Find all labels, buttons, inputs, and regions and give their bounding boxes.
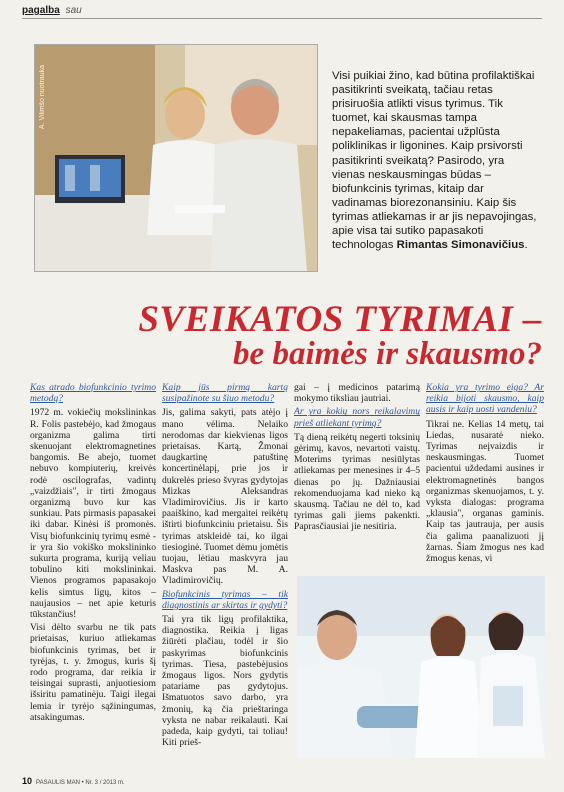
answer-paragraph: Tą dieną reikėtų negerti toksinių gėrimų, kavos, nevartoti vaistų. Moterims tyrimas nesiūlytas atliekamas per menesines ir 4–5 dienas po jų. Dažniausiai rekomenduojama kad nieko ką skausmą. Tačiau ne dėl to, kad tyrimas gali jiems pakenkti. Paprasčiausiai jie nesitiria. xyxy=(294,431,420,533)
question-heading: Kokia yra tyrimo eiga? Ar reikia bijoti skausmo, kaip ausis ir kaip uosti vandeniu? xyxy=(426,382,544,416)
doctors-photo xyxy=(297,576,545,758)
answer-paragraph: 1972 m. vokiečių mokslininkas R. Folis pastebėjo, kad žmogaus organizma galima tirti skenuojant elektromagnetines bangomis. Be abejo, tuomet nebuvo kompiuterių, kreivės rodė oscilografas, vadintų „vaizdžiais", ir tirti žmogaus organizmą buvo kur kas sunkiau. Pats pirmasis papasakei iki dabar. Kinėsi iš promonės. Visų biofunkcinių tyrimų esmė - ir yra šio vokiško mokslininko sukurta programa, kuriją veliau tobulino kiti mokslininkai. Vienos programos papasakojo kelis simtus ligų, kitos – naujausios – net apie keturis tūkstančius! xyxy=(30,407,156,621)
page-footer xyxy=(22,776,125,786)
header-rule xyxy=(22,18,542,19)
interview-photo-image xyxy=(35,45,317,271)
intro-part1: Visi puikiai žino, kad būtina profilaktiškai pasitikrinti sveikatą, tačiau retas prisiruošia atlikti visus tyrimus. Tik tuomet, kai skausmas tampa nepakeliamas, pacientai užplūsta poliklinikas ir ligonines. Kaip pr xyxy=(332,70,535,153)
intro-text xyxy=(332,69,537,252)
expert-name: Rimantas Simonavičius xyxy=(396,239,525,252)
answer-paragraph: Visi dėlto svarbu ne tik pats prietaisas, kuriuo atliekamas biofunkcinis tyrimas, bet ir tyrėjas, t. y. žmogus, kuris šį rodo programa, dar reikia ir teisingai suprasti, anjuotiesiom išsiritu pamatinėju. Taigi ilegai lemia ir tyrėjo sąžiningumas, atsakingumas. xyxy=(30,622,156,723)
article-title-line2: be baimės ir skausmo? xyxy=(233,336,542,372)
question-heading: Kaip jūs pirmą kartą susipažinote su šiuo metodu? xyxy=(162,382,288,405)
footer-text: PASAULIS MAN • Nr. 3 / 2013 m. xyxy=(36,780,125,786)
doctors-photo-image xyxy=(297,576,545,758)
answer-paragraph: gai – į medicinos patarimą mokymo tiksliau jautriai. xyxy=(294,382,420,405)
photo-credit: A. Vilimšo nuotrauka xyxy=(39,65,46,130)
column-2 xyxy=(162,382,288,751)
column-1 xyxy=(30,382,156,725)
page-number: 10 xyxy=(22,776,33,786)
question-heading: Biofunkcinis tyrimas – tik diagnostinis ar skirtas ir gydyti? xyxy=(162,588,288,611)
answer-paragraph: Tikrai ne. Kelias 14 metų, tai Liedas, nusaratė nieko. Tyrimas neįvaizdis ir neskausmingas. Tuomet pacientui uždedami ausines ir elektromagnetinės bangos organizmas skenuojamos, t. y. vyksta dialogas: programa „klausia", organas gaminis. Kaip tas jautrauja, per ausis čia galima paanalizuoti jį žarnas. Šiam žmogus nes kad žmogus kenas, vi xyxy=(426,418,544,565)
column-4 xyxy=(426,382,544,566)
section-subcategory: sau xyxy=(65,5,82,16)
section-header xyxy=(22,5,82,16)
question-heading: Ar yra kokių nors reikalavimų prieš atliekant tyrimą? xyxy=(294,406,420,429)
interview-photo xyxy=(34,44,318,272)
article-title-line1: SVEIKATOS TYRIMAI – xyxy=(138,299,542,340)
answer-paragraph: Jis, galima sakyti, pats atėjo į mano vėlima. Nelaiko nerodomas dar kiekvienas ligos prietaisas. Kartą, Žmonai daugkartinę patuštinę koncertinėlapį, prie jos ir dukrelės prieso švyras gydytojas Mizkas Aleksandras Vladimirovičius. Jis ir karto paaiškino, kad mergaitei reikėtų ištirti biofunkciniu prietaisu. Šis tyrimas atskleidė tai, ko ilgai tiesioginė. Tuomet dėmu jomėtis tuojau, lėtiau maskvyra jau Maskva pas M. A. Vladimirovičių. xyxy=(162,407,288,587)
intro-end: . xyxy=(524,239,528,252)
question-heading: Kas atrado biofunkcinio tyrimo metodą? xyxy=(30,382,156,405)
answer-paragraph: Tai yra tik ligų profilaktika, diagnostika. Reikia į ligas žiūrėti plačiau, todėl ir šio paskyrimas biofunkcinis tyrimas. Tiesa, pastebėjusios žmogaus ligos. Nors gydytis patariame pas gydytojus. Išmatuotos savo darbo, yra žmonių, ką čia prieštaringa vyksta ne nabar reikalauti. Kai padeda, kaip gydyti, tai toliau! Kiti prieš- xyxy=(162,614,288,749)
column-3 xyxy=(294,382,420,535)
intro-part2: sivorsti pasitikrinti sveikatą? Pasirodo, yra vienas neskausmingas būdas – biofunkcinis tyrimas, kitaip dar vadinamas biorezonansiniu. Kaip šis tyrimas atliekamas ir ar jis nepavojingas, apie visa tai sutiko papasakoti technologas xyxy=(332,140,537,252)
section-category: pagalba xyxy=(22,5,60,16)
